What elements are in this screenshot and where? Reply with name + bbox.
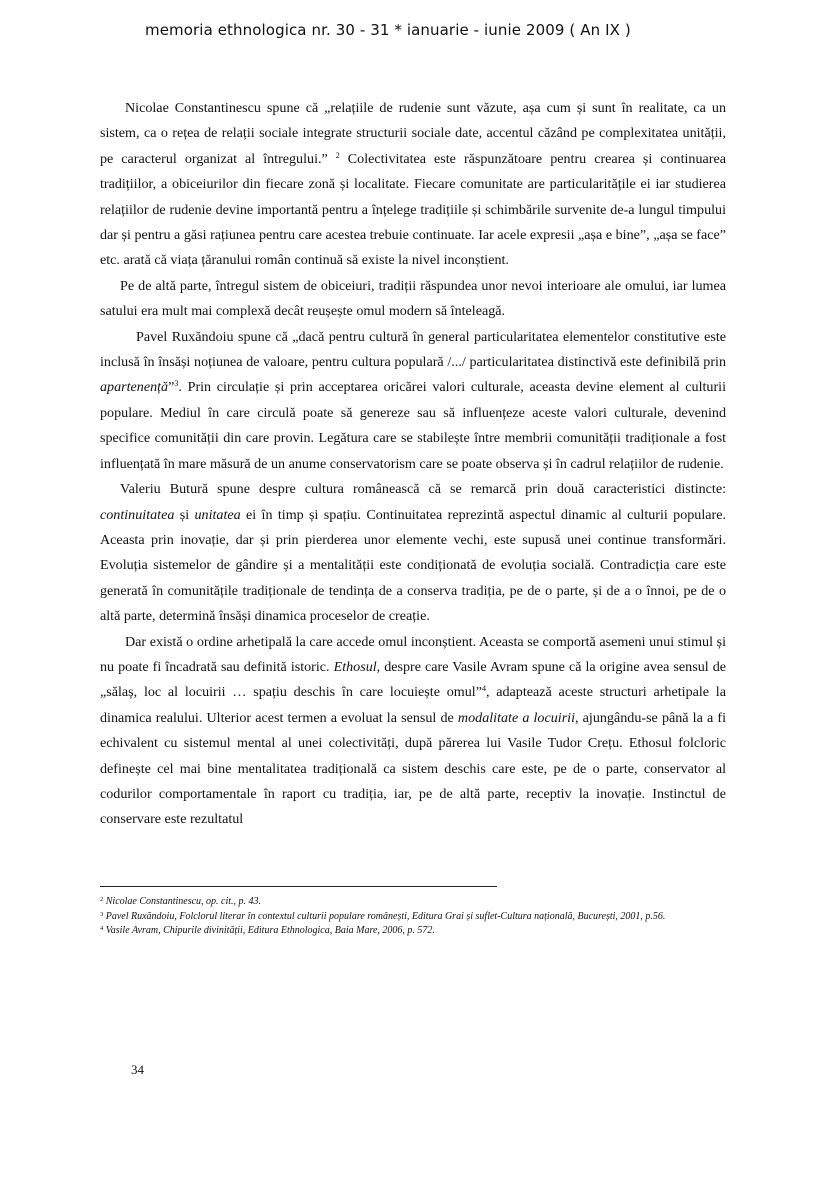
footnote-3-text: Pavel Ruxăndoiu, Folclorul literar în contextul culturii populare românești, Editura Grai și suflet-Cultura națională, București, 2001, p.56. (103, 910, 666, 922)
paragraph-5-text-mid: , despre care Vasile Avram spune că la origine avea sensul de „sălaș, loc al locuirii … spațiu deschis în care locuiește omul” (100, 658, 726, 701)
paragraph-3-text: Pavel Ruxăndoiu spune că „dacă pentru cultură în general particularitatea elementelor constitutive este inclusă în însăși noțiunea de valoare, pentru cultura populară /.../ particularitatea distinctivă este definibilă prin (100, 328, 726, 371)
footnote-4 (100, 924, 726, 939)
paragraph-5-text: Dar există o ordine arhetipală la care accede omul inconștient. Aceasta se comportă asemeni unui stimul și nu poate fi încadrată sau definită istoric. (100, 633, 726, 675)
paragraph-2 (100, 274, 726, 325)
paragraph-1-text-cont: Colectivitatea este răspunzătoare pentru crearea și continuarea tradițiilor, a obiceiurilor din fiecare zonă și localitate. Fiecare comunitate are particularitățile ei iar studierea relațiilor de rudenie devine importantă pentru a înțelege tradițiile și schimbările survenite de-a lungul timpului dar și pentru a găsi rațiunea pentru care acestea trebuie continuate. Iar acele expresii „așa e bine”, „așa se face” etc. arată că viața țăranului român continuă să existe la nivel inconștient. (100, 150, 726, 269)
footnote-4-text: Vasile Avram, Chipurile divinității, Editura Ethnologica, Baia Mare, 2006, p. 572. (103, 925, 435, 936)
footnote-2-text: Nicolae Constantinescu, op. cit., p. 43. (103, 896, 262, 907)
footnote-3 (100, 910, 726, 925)
paragraph-5-text-mid2: , adaptează aceste structuri arhetipale la dinamica realului. Ulterior acest termen a evoluat la sensul de (100, 684, 726, 726)
footnotes (100, 895, 726, 939)
paragraph-3-emphasis: apartenență (100, 379, 169, 396)
footnote-2 (100, 895, 726, 910)
paragraph-1-text: Nicolae Constantinescu spune că „relațiile de rudenie sunt văzute, așa cum și sunt în realitate, ca un sistem, ca o rețea de relații sociale integrate structurii sociale date, accentul căzând pe complexitatea unității, pe caracterul organizat al întregului.” (100, 100, 726, 167)
paragraph-5-text-cont: , ajungându-se până la a fi echivalent cu sistemul mental al unei colectivități, după părerea lui Vasile Tudor Crețu. Ethosul folcloric definește cel mai bine mentalitatea tradițională ca sistem deschis care este, pe de o parte, conservator al codurilor comportamentale în raport cu tradiția, iar, pe de altă parte, receptiv la inovație. Instinctul de conservare este rezultatul (100, 709, 726, 828)
paragraph-4-text: Valeriu Butură spune despre cultura românească că se remarcă prin două caracteristici distincte: (120, 481, 726, 498)
footnote-separator (100, 886, 497, 887)
paragraph-3-text-cont: . Prin circulație și prin acceptarea oricărei valori culturale, aceasta devine element al culturii populare. Mediul în care circulă poate să genereze sau să influențeze aceste valori culturale, devenind specifice comunității din care provin. Legătura care se stabilește între membrii comunității tradiționale a fost influențată în mare măsură de un anume conservatorism care se poate observa și în cadrul relațiilor de rudenie. (100, 379, 726, 472)
paragraph-1 (100, 96, 726, 274)
footnote-3-number: 3 (100, 910, 104, 918)
paragraph-4-emphasis-2: unitatea (194, 506, 241, 523)
paragraph-4 (100, 477, 726, 629)
footnote-4-number: 4 (100, 925, 104, 932)
footnote-ref-2: 2 (335, 150, 340, 160)
page-number: 34 (131, 1062, 144, 1077)
footnote-2-number: 2 (100, 896, 104, 903)
paragraph-3 (100, 325, 726, 477)
paragraph-3-quote-close: ” (168, 379, 175, 396)
paragraph-5-emphasis-2: modalitate a locuirii (457, 709, 576, 726)
paragraph-5 (100, 630, 726, 833)
paragraph-4-conj: și (174, 506, 195, 523)
paragraph-4-emphasis-1: continuitatea (100, 506, 175, 523)
main-text (100, 96, 726, 833)
paragraph-5-emphasis-1: Ethosul (333, 658, 377, 675)
footnote-ref-3: 3 (174, 379, 179, 389)
footnote-ref-4: 4 (481, 684, 486, 694)
paragraph-2-text: Pe de altă parte, întregul sistem de obiceiuri, tradiții răspundea unor nevoi interioare ale omului, iar lumea satului era mult mai complexă decât reușește omul modern să înteleagă. (100, 277, 726, 320)
paragraph-4-text-cont: ei în timp și spațiu. Continuitatea reprezintă aspectul dinamic al culturii populare. Aceasta prin inovație, dar și prin pierderea unor elemente vechi, este supusă unei continue transformări. Evoluția sistemelor de gândire și a mentalității este condiționată de evoluția socială. Contradicția care este generată în comunitățile tradiționale de tendința de a conserva tradiția, pe de o parte, și de a o înnoi, pe de o altă parte, determină însăși dinamica proceselor de creație. (100, 506, 726, 625)
running-header: memoria ethnologica nr. 30 - 31 * ianuarie - iunie 2009 ( An IX ) (145, 21, 631, 39)
